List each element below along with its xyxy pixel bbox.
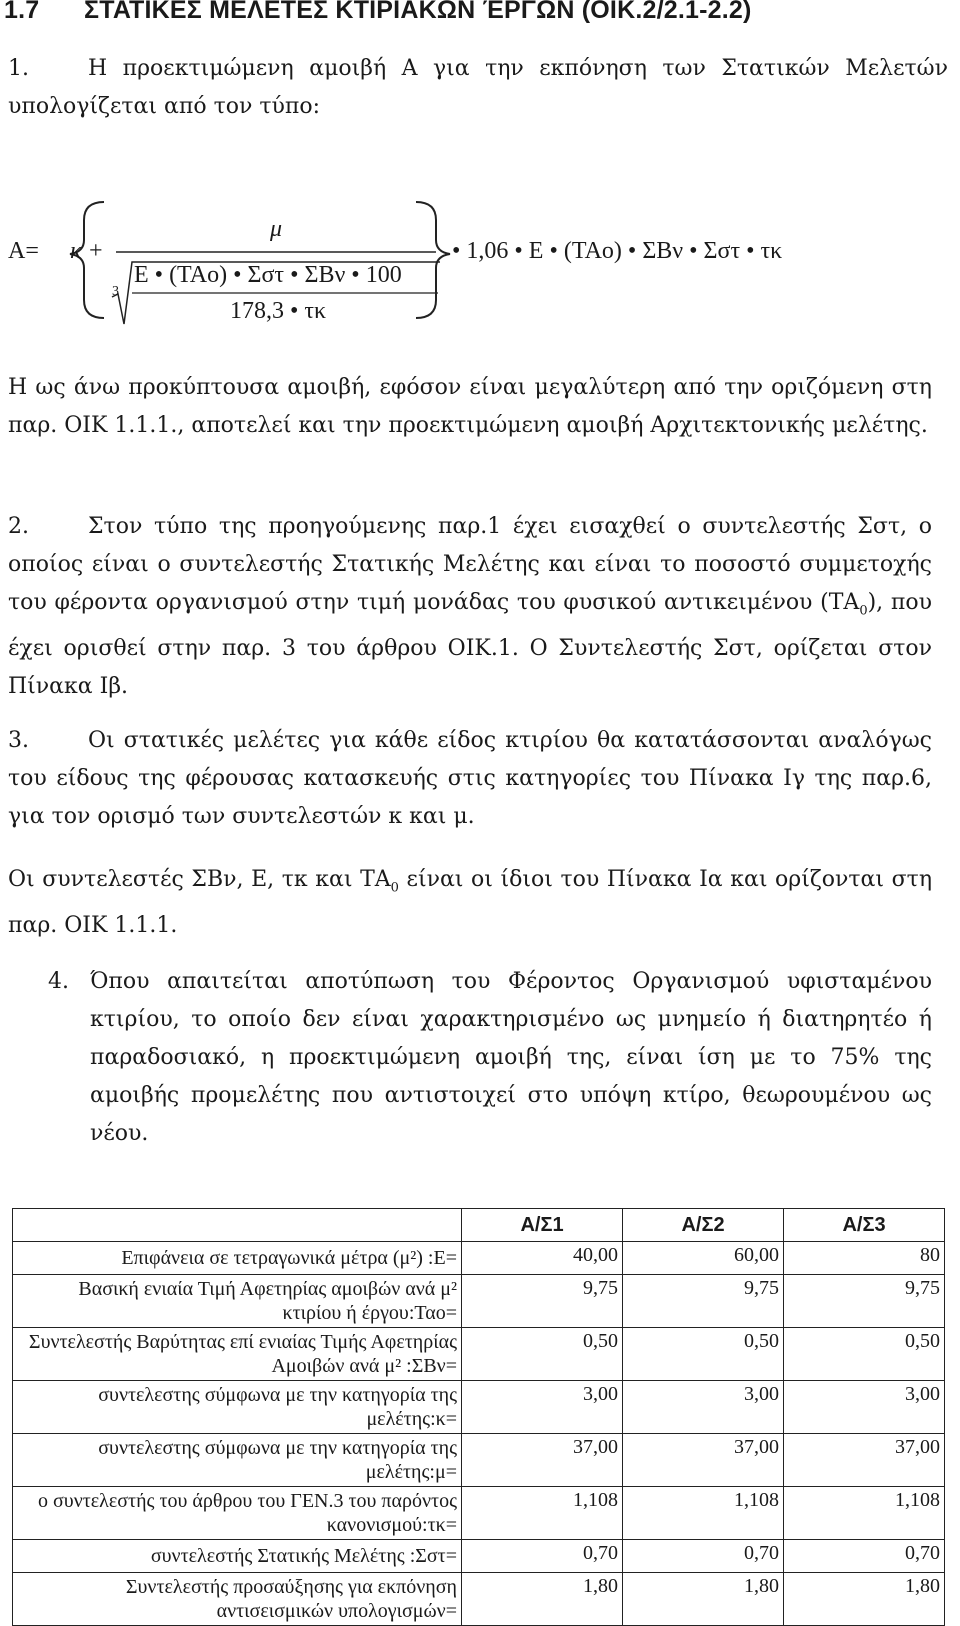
table-header-cell: Α/Σ1 <box>462 1209 623 1242</box>
row-value: 0,50 <box>784 1328 945 1381</box>
row-value: 9,75 <box>462 1275 623 1328</box>
row-value: 1,80 <box>784 1573 945 1626</box>
formula-lhs: Α= <box>8 238 39 264</box>
paragraph-text-cont: ), που έχει ορισθεί στην παρ. 3 του άρθρου ΟΙΚ.1. Ο Συντελεστής Σστ, ορίζεται στον Πίνακα Ιβ. <box>8 590 932 700</box>
row-value: 60,00 <box>623 1242 784 1275</box>
paragraph-4 <box>8 722 932 836</box>
row-value: 0,50 <box>462 1328 623 1381</box>
table-header-cell: Α/Σ2 <box>623 1209 784 1242</box>
paragraph-text: Όπου απαιτείται αποτύπωση του Φέροντος Οργανισμού υφισταμένου κτιρίου, το οποίο δεν είναι χαρακτηρισμένο ως μνημείο ή διατηρητέο ή παραδοσιακό, η προεκτιμώμενη αμοιβή της, είναι ίση με το 75% της αμοιβής προμελέτης που αντιστοιχεί στο υπόψη κτίρο, θεωρουμένου ως νέου. <box>90 969 932 1146</box>
paragraph-text: Στον τύπο της προηγούμενης παρ.1 έχει εισαχθεί ο συντελεστής Σστ, ο οποίος είναι ο συντελεστής Στατικής Μελέτης και είναι το ποσοστό συμμετοχής του φέροντα οργανισμού στην τιμή μονάδας του φυσικού αντικειμένου (ΤΑ <box>8 514 932 615</box>
row-label: Βασική ενιαία Τιμή Αφετηρίας αμοιβών ανά μ² κτιρίου ή έργου:Ταο= <box>13 1275 462 1328</box>
paragraph-text: Η ως άνω προκύπτουσα αμοιβή, εφόσον είναι μεγαλύτερη από την οριζόμενη στη παρ. ΟΙΚ 1.1.1., αποτελεί και την προεκτιμώμενη αμοιβή Αρχιτεκτονικής μελέτης. <box>8 375 932 438</box>
table-row <box>13 1487 945 1540</box>
row-value: 37,00 <box>784 1434 945 1487</box>
paragraph-number: 1. <box>8 56 29 81</box>
paragraph-2 <box>8 369 932 445</box>
formula-rhs: • 1,06 • Ε • (ΤΑο) • ΣΒν • Σστ • τκ <box>452 238 783 264</box>
row-value: 0,70 <box>462 1540 623 1573</box>
paragraph-text: Οι συντελεστές ΣΒν, Ε, τκ και ΤΑ <box>8 867 391 892</box>
formula-root-index: 3 <box>112 284 119 299</box>
paragraph-number: 2. <box>8 514 29 539</box>
table-header-row <box>13 1209 945 1242</box>
table-row <box>13 1573 945 1626</box>
table-header-cell: Α/Σ3 <box>784 1209 945 1242</box>
row-value: 3,00 <box>462 1381 623 1434</box>
table-row <box>13 1540 945 1573</box>
row-label: συντελεστής Στατικής Μελέτης :Σστ= <box>13 1540 462 1573</box>
table-row <box>13 1275 945 1328</box>
row-label: Συντελεστής προσαύξησης για εκπόνηση αντισεισμικών υπολογισμών= <box>13 1573 462 1626</box>
subscript-zero: 0 <box>390 880 399 896</box>
row-value: 37,00 <box>462 1434 623 1487</box>
paragraph-text-cont: είναι οι ίδιοι του Πίνακα Ια και ορίζονται στη παρ. ΟΙΚ 1.1.1. <box>8 867 932 939</box>
row-value: 1,80 <box>623 1573 784 1626</box>
formula-inner-denominator: 178,3 • τκ <box>230 298 327 324</box>
paragraph-number: 4. <box>48 969 69 994</box>
row-value: 0,50 <box>623 1328 784 1381</box>
row-value: 40,00 <box>462 1242 623 1275</box>
row-value: 1,108 <box>623 1487 784 1540</box>
row-value: 1,80 <box>462 1573 623 1626</box>
table-row <box>13 1434 945 1487</box>
row-value: 0,70 <box>623 1540 784 1573</box>
fee-formula <box>8 200 956 340</box>
paragraph-text: Η προεκτιμώμενη αμοιβή Α για την εκπόνηση των Στατικών Μελετών υπολογίζεται από τον τύπο: <box>8 56 948 119</box>
table-header-cell <box>13 1209 462 1242</box>
paragraph-number: 3. <box>8 728 29 753</box>
row-value: 9,75 <box>784 1275 945 1328</box>
formula-kappa: κ + <box>70 238 104 264</box>
fee-table <box>12 1208 945 1626</box>
paragraph-text: Οι στατικές μελέτες για κάθε είδος κτιρίου θα κατατάσσονται αναλόγως του είδους της φέρουσας κατασκευής στις κατηγορίες του Πίνακα Ιγ της παρ.6, για τον ορισμό των συντελεστών κ και μ. <box>8 728 932 829</box>
row-value: 37,00 <box>623 1434 784 1487</box>
paragraph-5 <box>8 861 932 945</box>
row-value: 0,70 <box>784 1540 945 1573</box>
row-label: Συντελεστής Βαρύτητας επί ενιαίας Τιμής Αφετηρίας Αμοιβών ανά μ² :ΣΒν= <box>13 1328 462 1381</box>
paragraph-1 <box>8 50 948 126</box>
paragraph-6 <box>48 963 932 1153</box>
paragraph-3 <box>8 508 932 706</box>
row-value: 3,00 <box>623 1381 784 1434</box>
row-value: 9,75 <box>623 1275 784 1328</box>
row-label: συντελεστης σύμφωνα με την κατηγορία της μελέτης:μ= <box>13 1434 462 1487</box>
fee-table-wrap <box>12 1208 945 1626</box>
row-value: 3,00 <box>784 1381 945 1434</box>
row-label: συντελεστης σύμφωνα με την κατηγορία της μελέτης:κ= <box>13 1381 462 1434</box>
table-row <box>13 1328 945 1381</box>
section-title: ΣΤΑΤΙΚΕΣ ΜΕΛΕΤΕΣ ΚΤΙΡΙΑΚΩΝ ΈΡΓΩΝ (ΟΙΚ.2/2.1-2.2) <box>84 0 752 24</box>
section-number: 1.7 <box>4 0 40 24</box>
table-row <box>13 1381 945 1434</box>
formula-mu: μ <box>270 216 283 242</box>
table-row <box>13 1242 945 1275</box>
row-value: 1,108 <box>462 1487 623 1540</box>
subscript-zero: 0 <box>859 603 868 619</box>
row-label: ο συντελεστής του άρθρου του ΓΕΝ.3 του παρόντος κανονισμού:τκ= <box>13 1487 462 1540</box>
section-heading <box>4 0 751 24</box>
formula-inner-numerator: Ε • (ΤΑο) • Σστ • ΣΒν • 100 <box>134 262 402 288</box>
row-label: Επιφάνεια σε τετραγωνικά μέτρα (μ²) :Ε= <box>13 1242 462 1275</box>
row-value: 80 <box>784 1242 945 1275</box>
row-value: 1,108 <box>784 1487 945 1540</box>
